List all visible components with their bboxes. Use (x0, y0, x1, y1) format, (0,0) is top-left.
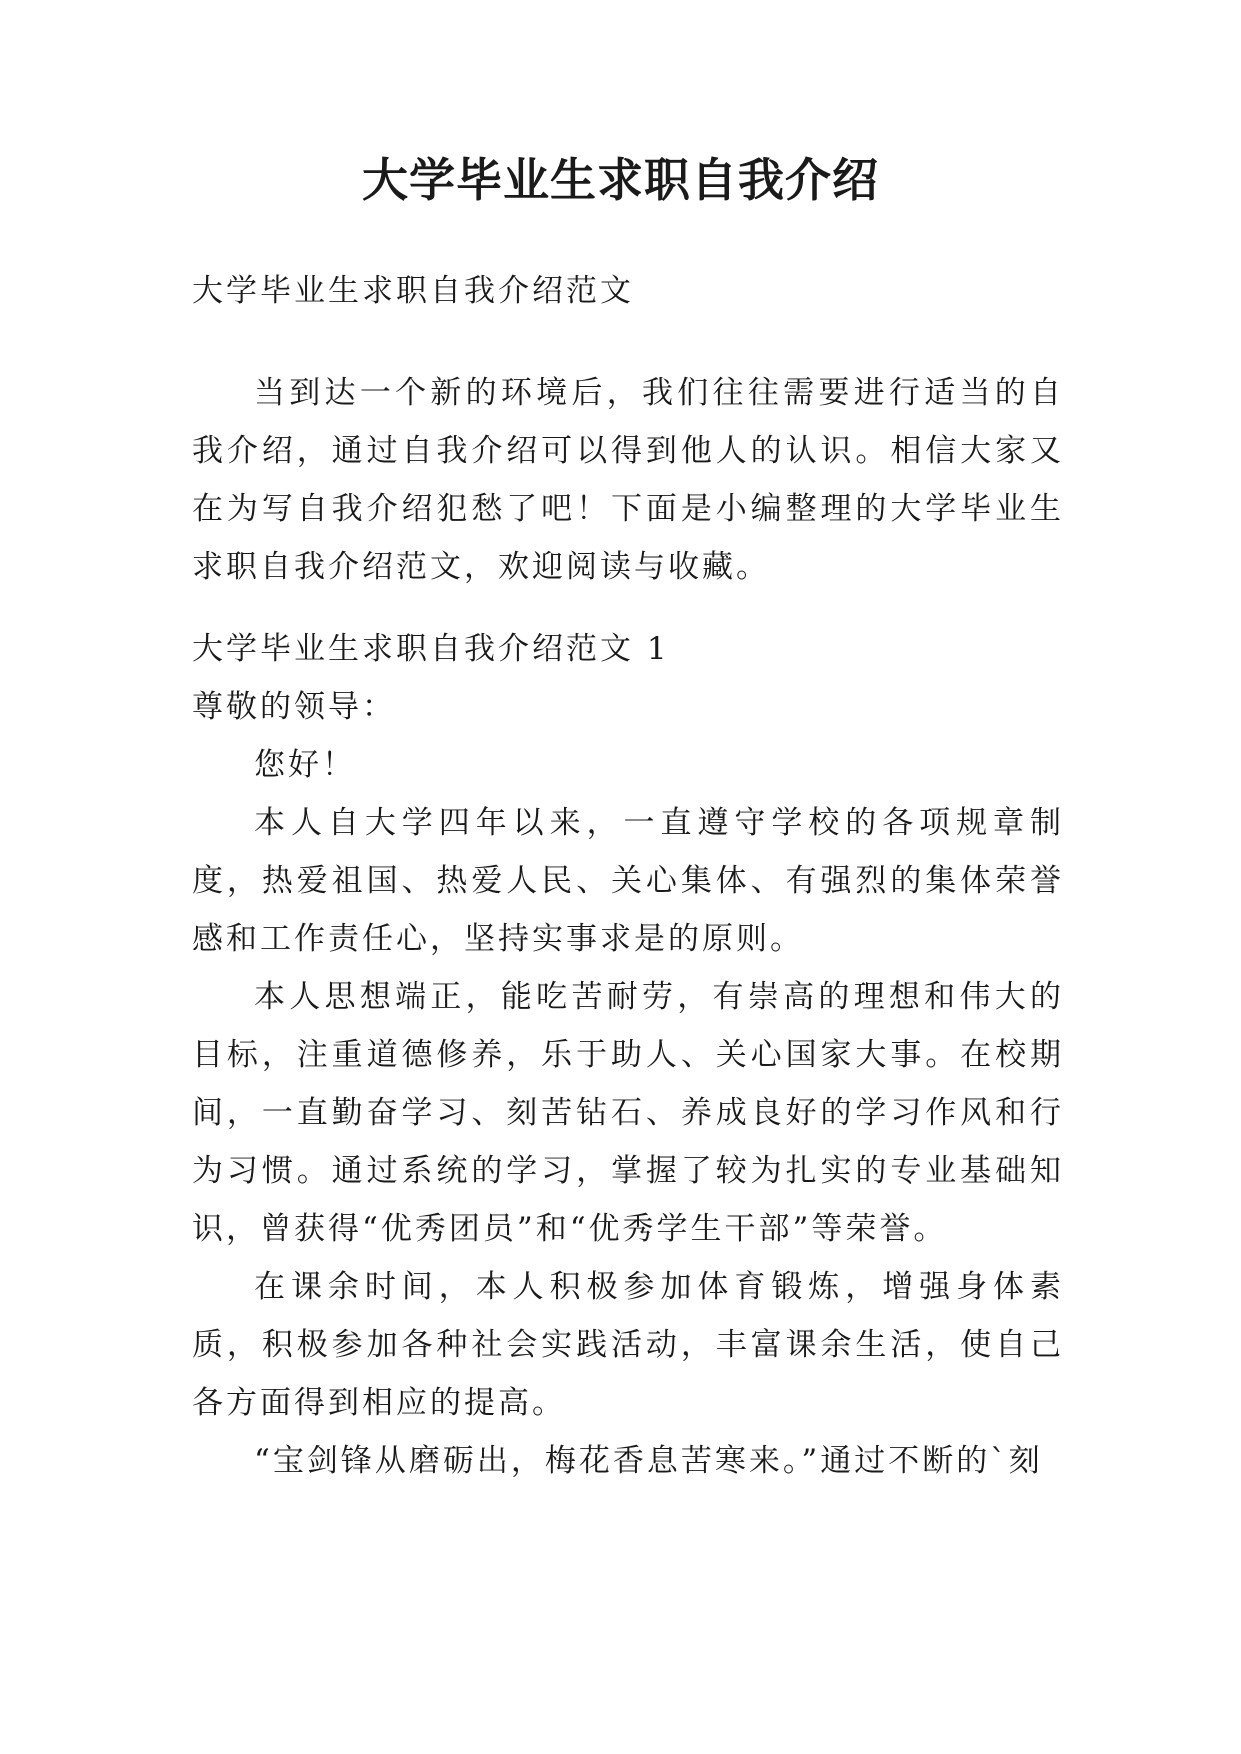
greeting: 您好！ (254, 747, 356, 783)
document-title: 大学毕业生求职自我介绍 (362, 153, 879, 207)
subtitle-text: 大学毕业生求职自我介绍范文 (192, 273, 634, 309)
body-paragraph: 本人自大学四年以来，一直遵守学校的各项规章制度，热爱祖国、热爱人民、关心集体、有强烈的集体荣誉感和工作责任心，坚持实事求是的原则。 (192, 805, 1064, 957)
intro-block (192, 364, 1064, 596)
salutation: 尊敬的领导： (192, 689, 396, 725)
letter-block (192, 620, 1064, 1490)
section-heading: 大学毕业生求职自我介绍范文 1 (192, 631, 670, 667)
document-subtitle (192, 262, 1064, 320)
body-paragraph: 本人思想端正，能吃苦耐劳，有崇高的理想和伟大的目标，注重道德修养，乐于助人、关心国家大事。在校期间，一直勤奋学习、刻苦钻石、养成良好的学习作风和行为习惯。通过系统的学习，掌握了较为扎实的专业基础知识，曾获得“优秀团员”和“优秀学生干部”等荣誉。 (192, 979, 1064, 1247)
intro-paragraph: 当到达一个新的环境后，我们往往需要进行适当的自我介绍，通过自我介绍可以得到他人的认识。相信大家又在为写自我介绍犯愁了吧！下面是小编整理的大学毕业生求职自我介绍范文，欢迎阅读与收藏。 (192, 375, 1064, 585)
body-paragraph: 在课余时间，本人积极参加体育锻炼，增强身体素质，积极参加各种社会实践活动，丰富课余生活，使自己各方面得到相应的提高。 (192, 1269, 1064, 1421)
body-paragraph: “宝剑锋从磨砺出，梅花香息苦寒来。”通过不断的`刻 (254, 1443, 1043, 1479)
